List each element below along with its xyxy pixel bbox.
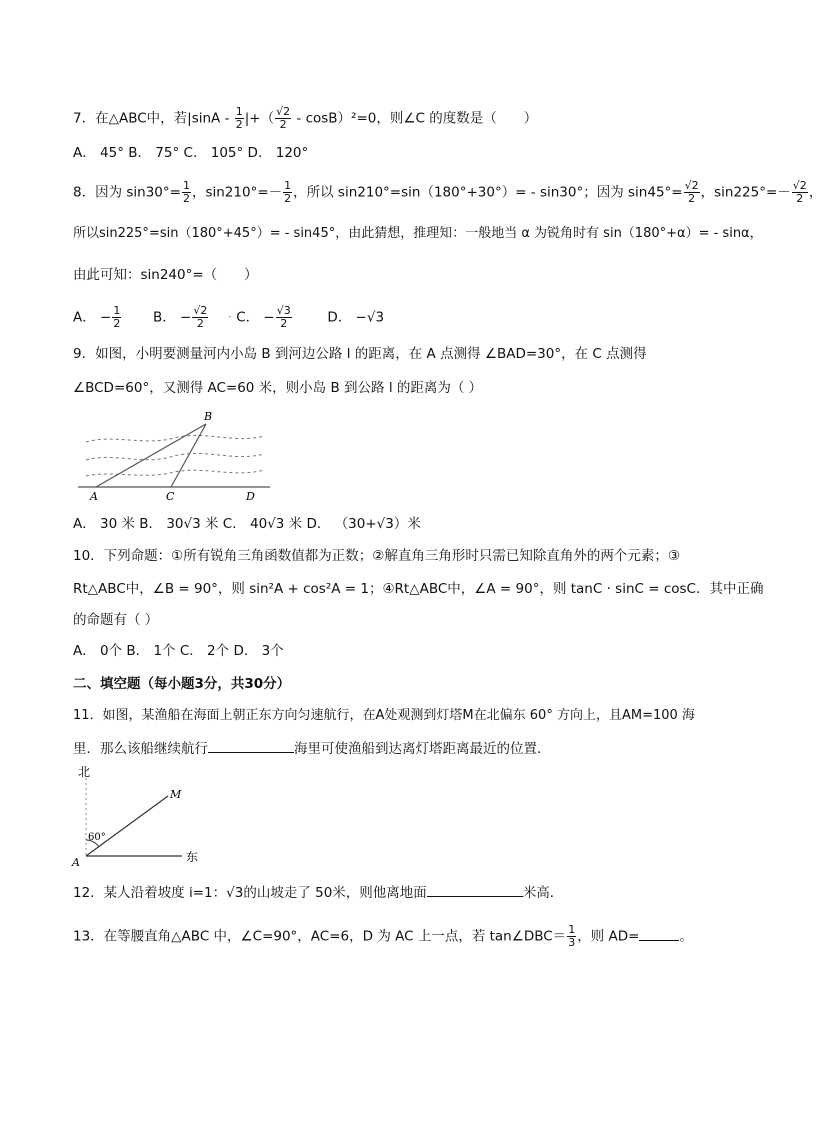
q10-line2: Rt△ABC中，∠B = 90°，则 sin²A + cos²A = 1；④Rt△ABC中，∠A = 90°，则 tanC · sinC = cosC．其中正确 <box>73 581 764 597</box>
q9-line1: 9．如图，小明要测量河内小岛 B 到河边公路 l 的距离，在 A 点测得 ∠BAD=30°，在 C 点测得 <box>73 346 647 362</box>
q13-b: ，则 AD= <box>577 928 640 945</box>
q8-f3-den: 2 <box>688 192 696 205</box>
q8-fraction-2 <box>283 180 292 205</box>
q11-label-angle: 60° <box>88 832 106 843</box>
q8-l1-e: ， <box>808 184 822 201</box>
q8-opt-b-num: √2 <box>193 304 208 317</box>
q8-line3: 由此可知：sin240°=（ ） <box>73 267 258 283</box>
q7-fraction-2 <box>275 106 291 131</box>
q12-answer-blank <box>427 896 523 897</box>
q8-l1-c: ，所以 sin210°=sin（180°+30°）= - sin30°；因为 sin45°= <box>293 184 683 201</box>
q11-label-m: M <box>170 788 182 801</box>
q13-line <box>73 924 693 949</box>
q9-line2: ∠BCD=60°，又测得 AC=60 米，则小岛 B 到公路 l 的距离为（ ） <box>73 380 483 396</box>
q12-line <box>73 883 563 903</box>
q11-label-north: 北 <box>78 765 91 779</box>
q9-label-a: A <box>90 490 98 503</box>
q13-c: 。 <box>679 928 693 945</box>
q7-text-mid: |+（ <box>244 110 275 127</box>
q8-opt-d: D． −√3 <box>327 309 385 326</box>
q7-f1-num: 1 <box>235 105 243 118</box>
q8-l1-d: ，sin225°=－ <box>700 184 791 201</box>
q13-f-num: 1 <box>568 923 576 936</box>
q7-options: A． 45° B． 75° C． 105° D． 120° <box>73 145 309 161</box>
q11-line2-a: 里．那么该船继续航行 <box>73 741 208 757</box>
q8-options <box>73 305 384 330</box>
q8-opt-a: A． − <box>73 309 112 326</box>
q12-b: 的山坡走了 50米，则他离地面 <box>243 885 427 901</box>
q11-line1: 11．如图，某渔船在海面上朝正东方向匀速航行，在A处观测到灯塔M在北偏东 60° 方向上，且AM=100 海 <box>73 708 695 723</box>
q8-f1-num: 1 <box>182 179 190 192</box>
q9-river-wave-2 <box>86 453 264 460</box>
q7-f1-den: 2 <box>235 118 243 131</box>
q10-line1: 10．下列命题：①所有锐角三角函数值都为正数；②解直角三角形时只需已知除直角外的两个元素；③ <box>73 548 680 564</box>
q12-rad: √3 <box>226 885 244 901</box>
q9-segment-ab <box>96 424 206 487</box>
section-title-fill-in: 二、填空题（每小题3分，共30分） <box>73 676 291 692</box>
q7-text-suffix: - cosB）²=0，则∠C 的度数是（ ） <box>292 110 538 127</box>
q11-segment-am <box>86 796 168 856</box>
q9-label-d: D <box>246 490 255 503</box>
q11-line2-b: 海里可使渔船到达离灯塔距离最近的位置． <box>294 741 551 757</box>
q12-c: 米高． <box>522 885 564 901</box>
q8-opt-c-den: 2 <box>280 317 288 330</box>
q8-fraction-3 <box>684 180 700 205</box>
q8-f4-num: √2 <box>792 179 807 192</box>
q9-label-c: C <box>166 490 175 503</box>
q8-opt-a-den: 2 <box>113 317 121 330</box>
q8-fraction-1 <box>182 180 191 205</box>
q8-line2: 所以sin225°=sin（180°+45°）= - sin45°，由此猜想，推理知：一般地当 α 为锐角时有 sin（180°+α）= - sinα， <box>73 226 763 241</box>
q9-river-wave-1 <box>86 435 264 442</box>
q13-answer-blank <box>639 940 679 941</box>
q8-f4-den: 2 <box>796 192 804 205</box>
q8-l1-a: 8．因为 sin30°= <box>73 184 181 201</box>
q8-fraction-4 <box>792 180 808 205</box>
q7-stem <box>73 106 537 131</box>
q13-f-den: 3 <box>568 936 576 949</box>
q8-opt-a-num: 1 <box>113 304 121 317</box>
q11-label-east: 东 <box>186 850 199 864</box>
q9-label-b: B <box>204 410 213 423</box>
q8-opt-a-frac <box>112 305 121 330</box>
q7-fraction-1 <box>235 106 244 131</box>
q8-opt-c: C． − <box>236 309 275 326</box>
q8-stray-dot: · <box>227 309 232 326</box>
q7-f2-num: √2 <box>276 105 291 118</box>
q8-opt-b-den: 2 <box>196 317 204 330</box>
q8-f1-den: 2 <box>182 192 190 205</box>
q8-opt-b-frac <box>192 305 208 330</box>
q7-text-prefix: 7．在△ABC中，若|sinA - <box>73 110 234 127</box>
q11-line2 <box>73 739 551 759</box>
q8-f2-num: 1 <box>284 179 292 192</box>
q12-sqrt <box>226 883 243 903</box>
q8-opt-c-num: √3 <box>276 304 291 317</box>
q9-figure <box>74 408 274 504</box>
q9-river-wave-3 <box>86 470 264 476</box>
q8-l1-b: ，sin210°=－ <box>191 184 283 201</box>
q8-f2-den: 2 <box>284 192 292 205</box>
q8-opt-c-frac <box>276 305 292 330</box>
q11-answer-blank <box>208 752 294 753</box>
q7-f2-den: 2 <box>279 118 287 131</box>
q13-a: 13．在等腰直角△ABC 中，∠C=90°，AC=6，D 为 AC 上一点，若 tan∠DBC＝ <box>73 928 567 945</box>
q13-fraction <box>567 924 576 949</box>
q12-a: 12．某人沿着坡度 i=1： <box>73 885 227 901</box>
q9-options: A． 30 米 B． 30√3 米 C． 40√3 米 D． （30+√3）米 <box>73 516 421 532</box>
q10-options: A． 0个 B． 1个 C． 2个 D． 3个 <box>73 643 284 659</box>
q11-label-a: A <box>72 856 80 869</box>
q11-figure <box>70 762 210 870</box>
q8-opt-b: B． − <box>152 309 192 326</box>
q8-f3-num: √2 <box>684 179 699 192</box>
q8-line1 <box>73 180 822 205</box>
q10-line3: 的命题有（ ） <box>73 612 159 628</box>
